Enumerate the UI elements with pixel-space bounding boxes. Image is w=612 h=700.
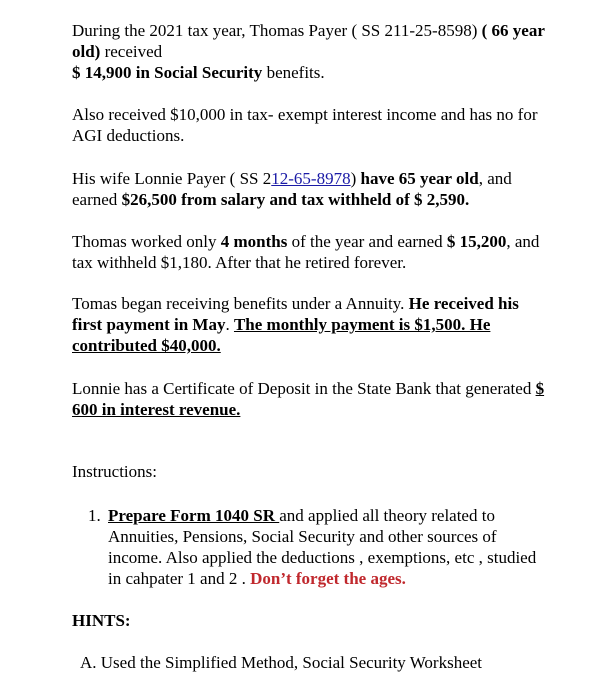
paragraph-tax-exempt-interest [72,104,552,146]
salary-amount: $26,500 from salary and tax withheld of $ 2,590. [121,190,470,209]
paragraph-certificate-deposit [72,378,552,420]
text-span: of the year and earned [287,232,447,251]
interest-revenue: $ 600 in interest revenue. [72,379,545,419]
ages-warning: Don’t forget the ages. [250,569,406,588]
social-security-amount: $ 14,900 in Social Security [72,63,263,82]
text-span: received [100,42,163,61]
paragraph-thomas-work [72,231,552,273]
text-span: , and earned [72,169,512,209]
text-span: Lonnie has a Certificate of Deposit in the State Bank that generated [72,379,536,398]
first-payment: He received his first payment in May [72,294,519,334]
text-span: His wife Lonnie Payer ( SS 2 [72,169,272,188]
instructions-heading: Instructions: [72,462,157,481]
form-1040sr-label: Prepare Form 1040 SR [108,506,280,525]
earnings-amount: $ 15,200 [446,232,507,251]
instruction-item-1 [88,505,538,595]
list-number: 1. [88,506,101,525]
text-span: During the 2021 tax year, Thomas Payer ( SS 211-25-8598) [72,21,482,40]
text-span: , and tax withheld $1,180. After that he retired forever. [72,232,540,272]
ssn-link[interactable]: 12-65-8978 [271,169,351,188]
instruction-body [108,505,538,589]
text-span: . [225,315,234,334]
hints-heading: HINTS: [72,611,131,630]
paragraph-lonnie-salary [72,168,552,210]
paragraph-thomas-social-security [72,20,552,83]
hint-item-a: A. Used the Simplified Method, Social Security Worksheet [80,653,483,672]
text-span: and applied all theory related to Annuities, Pensions, Social Security and other sources of income. Also applied the deductions , exemptions, etc , studied in cahpater 1 and 2 . [108,506,537,588]
text-span: Tomas began receiving benefits under a Annuity. [72,294,409,313]
text-span: Also received $10,000 in tax- exempt interest income and has no for AGI deductions. [72,105,538,145]
age-lonnie: have 65 year old [360,169,479,188]
paragraph-annuity [72,293,552,356]
months-worked: 4 months [220,232,288,251]
age-thomas: ( 66 year old) [72,21,545,61]
text-span: Thomas worked only [72,232,221,251]
text-span: ) [350,169,361,188]
text-span: benefits. [262,63,325,82]
annuity-terms: The monthly payment is $1,500. He contributed $40,000. [72,315,491,355]
